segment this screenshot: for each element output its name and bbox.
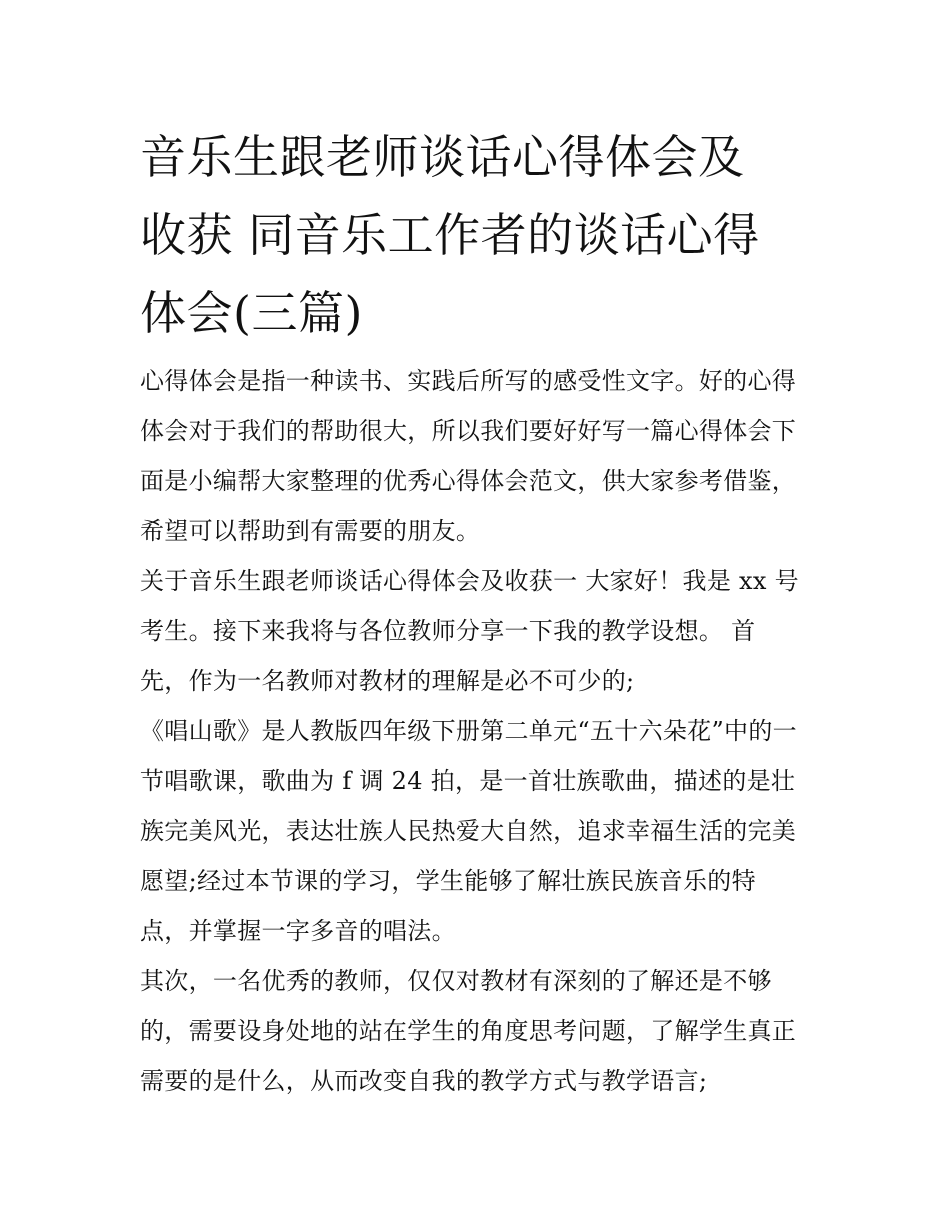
title-line: 音乐生跟老师谈话心得体会及	[140, 130, 745, 184]
paragraph-line: 关于音乐生跟老师谈话心得体会及收获一 大家好！我是 xx 号	[140, 567, 799, 595]
paragraph-line: 希望可以帮助到有需要的朋友。	[140, 517, 481, 545]
paragraph-second	[140, 956, 820, 1106]
paragraph-line: 《唱山歌》是人教版四年级下册第二单元“五十六朵花”中的一	[140, 717, 797, 745]
title-line: 收获 同音乐工作者的谈话心得	[140, 208, 760, 262]
paragraph-line: 需要的是什么，从而改变自我的教学方式与教学语言;	[140, 1067, 708, 1095]
paragraph-line: 的，需要设身处地的站在学生的角度思考问题，了解学生真正	[140, 1017, 797, 1045]
paragraph-line: 族完美风光，表达壮族人民热爱大自然，追求幸福生活的完美	[140, 817, 797, 845]
paragraph-line: 点，并掌握一字多音的唱法。	[140, 917, 456, 945]
paragraph-line: 心得体会是指一种读书、实践后所写的感受性文字。好的心得	[140, 367, 797, 395]
paragraph-line: 面是小编帮大家整理的优秀心得体会范文，供大家参考借鉴，	[140, 467, 797, 495]
paragraph-line: 节唱歌课，歌曲为 f 调 24 拍，是一首壮族歌曲，描述的是壮	[140, 767, 796, 795]
paragraph-line: 考生。接下来我将与各位教师分享一下我的教学设想。 首	[140, 617, 756, 645]
document-title	[140, 118, 820, 352]
paragraph-line: 体会对于我们的帮助很大，所以我们要好好写一篇心得体会下	[140, 417, 797, 445]
paragraph-line: 其次，一名优秀的教师，仅仅对教材有深刻的了解还是不够	[140, 967, 772, 995]
paragraph-intro	[140, 356, 820, 556]
paragraph-opening	[140, 556, 820, 706]
title-line: 体会(三篇)	[140, 286, 363, 340]
paragraph-song	[140, 706, 820, 956]
paragraph-line: 先，作为一名教师对教材的理解是必不可少的;	[140, 667, 635, 695]
paragraph-line: 愿望;经过本节课的学习，学生能够了解壮族民族音乐的特	[140, 867, 756, 895]
document-body	[140, 118, 820, 1106]
